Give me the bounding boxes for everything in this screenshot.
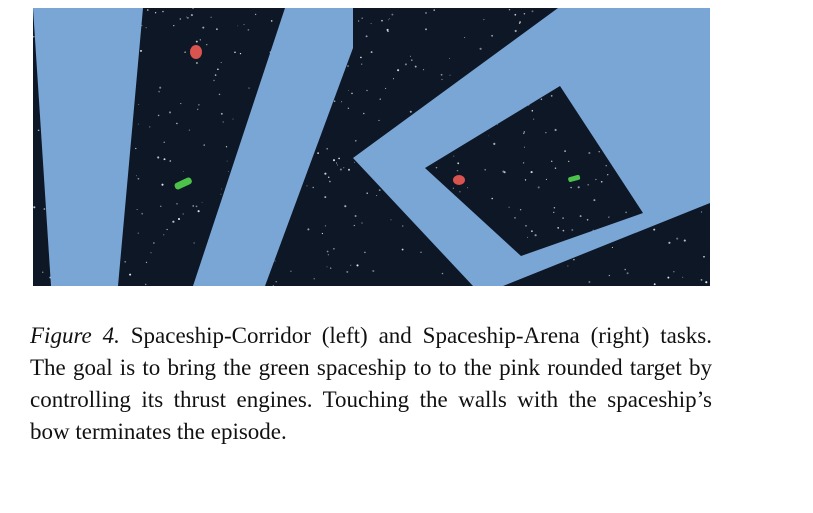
star [410,111,412,113]
star [348,169,350,171]
star [701,279,703,281]
star [491,35,493,37]
star [145,284,147,286]
star [221,62,222,63]
star [356,264,358,266]
star [355,215,357,217]
star [523,162,524,163]
star [164,158,166,160]
star [441,74,443,76]
star [275,261,276,262]
star [158,91,160,93]
star [363,113,365,115]
star [514,217,515,218]
star [425,12,426,13]
star [146,262,147,263]
star [449,58,450,59]
star [527,237,528,238]
star [153,242,154,243]
star [326,148,328,150]
arena-panel [353,8,710,286]
star [588,281,590,283]
star [255,14,256,15]
star [42,272,43,273]
star [580,215,582,217]
star [341,101,342,102]
star [379,189,381,191]
star [366,90,367,91]
star [453,188,454,189]
star [673,271,674,272]
corridor-panel [33,8,353,286]
star [334,100,336,102]
star [480,48,482,50]
star [314,278,315,279]
star [523,133,525,135]
star [141,213,143,215]
star [625,212,627,214]
star [216,28,218,30]
star [354,162,355,163]
star [541,99,543,101]
star [519,23,520,24]
star [155,12,156,13]
star [140,50,142,52]
star [237,26,238,27]
star [402,249,404,251]
star [555,167,556,168]
star [202,202,203,203]
star [183,171,184,172]
star [172,221,174,223]
star [187,17,188,18]
star [578,186,580,188]
star [197,109,198,110]
star [248,29,250,31]
star [221,113,223,115]
star [198,104,199,105]
star [441,79,442,80]
star [654,283,656,285]
star [313,187,314,188]
star [307,228,309,230]
star [124,261,126,263]
star [180,18,181,19]
star [213,80,214,81]
star [538,186,540,188]
star [158,115,160,117]
star [405,63,407,65]
star [184,51,186,53]
target-marker [453,175,465,185]
star [336,162,337,163]
star [327,251,329,253]
star [411,59,413,61]
corridor-scene [33,8,353,286]
star [551,161,553,163]
star [525,179,526,180]
star [215,74,217,76]
star [169,160,171,162]
star [329,181,331,183]
star [423,69,424,70]
star [129,274,131,276]
star [459,191,460,192]
star [333,248,335,250]
star [524,131,526,133]
star [380,99,381,100]
star [436,167,438,169]
star [554,207,555,208]
star [606,165,607,166]
star [531,171,533,173]
star [562,217,564,219]
star [514,14,516,16]
star [425,28,427,30]
star [587,219,589,221]
star [276,281,277,282]
star [196,62,198,64]
star [570,187,572,189]
star [593,199,595,201]
star [371,23,372,24]
star [397,69,399,71]
star [491,198,493,200]
star [248,88,249,89]
star [627,272,629,274]
star [457,162,459,164]
star [163,234,164,235]
star [183,213,184,214]
star [196,206,198,208]
star [676,238,678,240]
star [366,192,367,193]
star [531,230,533,232]
star [159,87,161,89]
star [219,94,221,96]
star [703,256,705,258]
star [322,233,323,234]
star [330,267,331,268]
star [138,233,139,234]
star [206,44,207,45]
star [198,210,200,212]
star [385,88,386,89]
star [243,24,244,25]
star [571,229,573,231]
star [240,53,241,54]
star [164,142,165,143]
star [186,16,187,17]
star [493,143,495,145]
star [210,17,211,18]
star [348,90,349,91]
star [609,216,610,217]
star [325,225,326,226]
star [226,146,227,147]
star [376,195,377,196]
star [366,35,368,37]
star [567,266,568,267]
star [223,121,224,122]
star [568,161,569,162]
star [467,187,468,188]
star [167,229,168,230]
star [180,103,181,104]
star [317,152,319,154]
star [668,242,670,244]
star [483,19,484,20]
star [137,209,138,210]
star [157,156,159,158]
star [192,205,193,206]
star [343,167,344,168]
star [393,78,394,79]
star [545,132,546,133]
star [328,254,329,255]
star [135,148,136,149]
star [453,156,454,157]
star [484,169,486,171]
star [564,150,566,152]
star [497,124,498,125]
star [234,52,236,54]
star [204,144,205,145]
star [601,181,603,183]
star [388,19,389,20]
star [667,277,669,279]
star [387,29,389,31]
star [433,9,434,10]
star [612,247,613,248]
star [200,39,201,40]
star [340,168,342,170]
star [457,170,459,172]
star [146,27,147,28]
star [333,159,335,161]
star [573,259,575,261]
star [520,209,521,210]
star [684,240,686,242]
star [33,36,34,37]
star [391,14,393,16]
star [587,184,589,186]
star [705,281,707,283]
star [553,212,554,213]
star [176,123,177,124]
star [338,158,340,160]
star [515,30,517,32]
star [173,25,174,26]
star [524,147,525,148]
star [361,63,362,64]
star [624,269,626,271]
star [220,194,221,195]
star [535,234,537,236]
star [344,205,346,207]
star [33,206,35,208]
star [524,13,526,15]
star [193,242,194,243]
star [598,151,599,152]
star [532,10,534,12]
figure-label: Figure 4. [30,323,120,348]
star [178,218,180,220]
star [232,119,233,120]
star [533,119,534,120]
star [588,152,590,154]
star [402,225,404,227]
star [348,108,349,109]
star [350,265,351,266]
star [563,230,565,232]
star [360,57,362,59]
star [290,271,291,272]
star [189,130,190,131]
star [324,196,326,198]
star [228,171,229,172]
star [525,225,527,227]
star [502,171,504,173]
target-marker [190,45,202,59]
star [227,161,228,162]
star [138,178,140,180]
star [347,65,349,67]
star [346,271,348,273]
star [217,68,219,70]
star [138,124,139,125]
star [147,9,149,11]
star [509,9,510,10]
star [701,211,702,212]
star [653,229,655,231]
star [508,207,509,208]
star [361,222,362,223]
star [546,179,547,180]
star [410,56,411,57]
star [555,129,557,131]
star [389,18,390,19]
star [221,189,222,190]
star [43,208,45,210]
star [371,51,373,53]
star [151,252,152,253]
star [271,20,273,22]
star [162,11,164,13]
star [682,277,683,278]
star [551,95,553,97]
star [361,17,363,19]
star [358,20,359,21]
star [364,252,366,254]
star [136,175,137,176]
star [324,173,326,175]
star [387,31,388,32]
star [464,37,465,38]
star [355,140,357,142]
star [607,174,608,175]
star [176,203,178,205]
star [609,275,610,276]
star [337,165,338,166]
star [372,270,374,272]
star [169,111,171,113]
star [306,185,307,186]
star [328,176,330,178]
star [191,14,193,16]
star [488,136,489,137]
star [381,20,383,22]
star [202,27,204,29]
star [449,75,450,76]
caption-text: Spaceship-Corridor (left) and Spaceship-Arena (right) tasks. The goal is to bring the green spaceship to to the pink rounded target by controlling its thrust engines. Touching the walls with the spaceship’s bow terminates the episode. [30,323,713,444]
star [532,110,534,112]
star [138,104,139,105]
star [557,227,559,229]
star [354,225,355,226]
star [327,266,328,267]
star [38,129,40,131]
star [196,41,198,43]
star [161,184,163,186]
star [420,252,421,253]
star [160,206,161,207]
star [378,120,379,121]
star [149,126,150,127]
star [595,179,596,180]
star [442,273,444,275]
arena-scene [353,8,710,286]
star [391,219,392,220]
figure-caption [30,320,712,448]
star [415,66,417,68]
